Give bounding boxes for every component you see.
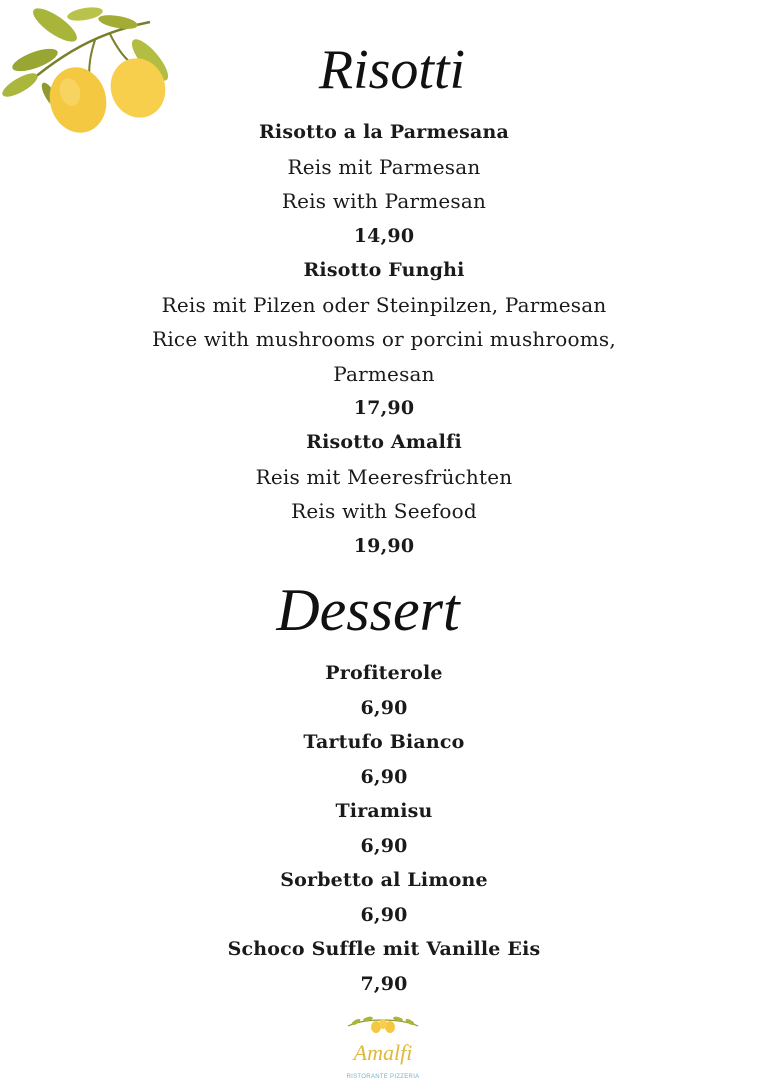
risotto-amalfi-de: Reis mit Meeresfrüchten xyxy=(255,465,513,489)
risotto-parmesana-name: Risotto a la Parmesana xyxy=(258,121,510,143)
logo-subtitle: RISTORANTE PIZZERIA xyxy=(346,1074,420,1080)
risotto-funghi-de: Reis mit Pilzen oder Steinpilzen, Parmesan xyxy=(161,293,607,317)
risotto-parmesana-en: Reis with Parmesan xyxy=(281,189,487,213)
risotto-parmesana-de: Reis mit Parmesan xyxy=(287,155,481,179)
risotti-heading: Risotti xyxy=(318,39,466,101)
risotto-funghi-price: 17,90 xyxy=(353,397,415,419)
risotto-funghi-en-line2: Parmesan xyxy=(333,362,435,386)
risotto-funghi-en-line1: Rice with mushrooms or porcini mushrooms, xyxy=(152,327,616,351)
risotto-amalfi-name: Risotto Amalfi xyxy=(306,431,462,453)
risotto-amalfi-price: 19,90 xyxy=(353,535,415,557)
dessert-sorbetto-name: Sorbetto al Limone xyxy=(280,869,488,891)
dessert-profiterole-price: 6,90 xyxy=(360,697,408,719)
lemon-wreath-icon xyxy=(330,1008,436,1038)
dessert-sorbetto-price: 6,90 xyxy=(360,904,408,926)
dessert-tiramisu-name: Tiramisu xyxy=(335,800,433,822)
risotto-parmesana-price: 14,90 xyxy=(353,225,415,247)
risotto-amalfi-en: Reis with Seefood xyxy=(291,499,477,523)
dessert-schoco-price: 7,90 xyxy=(360,973,408,995)
dessert-tiramisu-price: 6,90 xyxy=(360,835,408,857)
dessert-tartufo-name: Tartufo Bianco xyxy=(303,731,465,753)
dessert-heading: Dessert xyxy=(276,577,460,643)
dessert-schoco-name: Schoco Suffle mit Vanille Eis xyxy=(227,938,541,960)
logo-name: Amalfi xyxy=(353,1040,413,1065)
dessert-tartufo-price: 6,90 xyxy=(360,766,408,788)
amalfi-logo xyxy=(330,1008,436,1088)
dessert-profiterole-name: Profiterole xyxy=(325,662,443,684)
risotto-funghi-name: Risotto Funghi xyxy=(303,259,465,281)
